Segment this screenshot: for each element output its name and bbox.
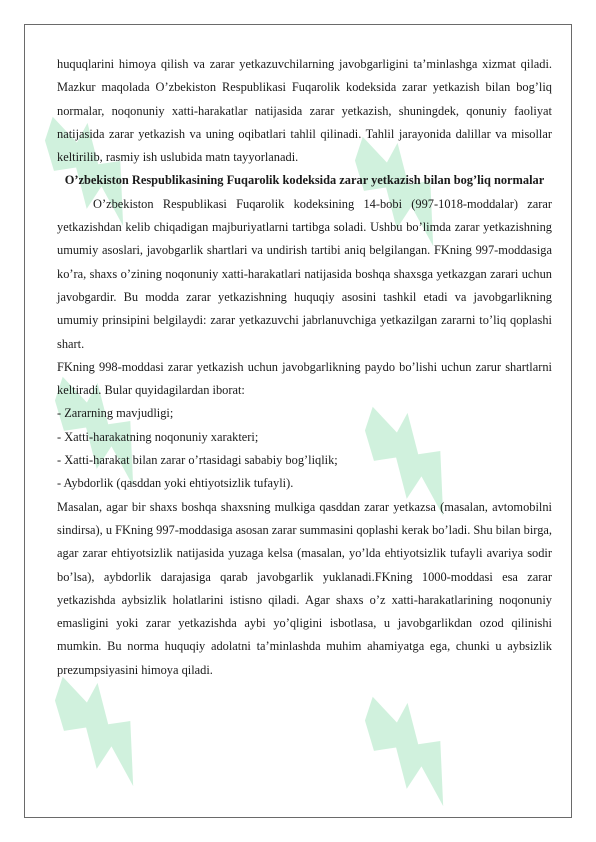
body-paragraph: Masalan, agar bir shaxs boshqa shaxsning mulkiga qasddan zarar yetkazsa (masalan, avtomobilni sindirsa), u FKning 997-moddasiga asosan zarar summasini qoplashi kerak bo’ladi. Shu bilan birga, agar zarar ehtiyotsizlik natijasida yuzaga kelsa (masalan, yo’lda ehtiyotsizlik tufayli avariya sodir bo’lsa), aybdorlik darajasiga qarab javobgarlik yuklanadi.FKning 1000-moddasi esa zarar yetkazishda aybsizlik holatlarini istisno qiladi. Agar shaxs o’z xatti-harakatlarining noqonuniy emasligini yoki zarar yetkazishda aybi yo’qligini isbotlasa, u javobgarlikdan ozod qilinishi mumkin. Bu norma huquqiy adolatni ta’minlashda muhim ahamiyatga ega, chunki u aybsizlik prezumpsiyasini himoya qiladi. <box>57 499 552 677</box>
list-item: - Xatti-harakatning noqonuniy xarakteri; <box>57 429 259 444</box>
body-paragraph: O’zbekiston Respublikasi Fuqarolik kodeksining 14-bobi (997-1018-moddalar) zarar yetkazishdan kelib chiqadigan majburiyatlarni tartibga soladi. Ushbu bo’limda zarar yetkazishning umumiy asoslari, javobgarlik shartlari va undirish tartibi aniq belgilangan. FKning 997-moddasiga ko’ra, shaxs o’zining noqonuniy xatti-harakatlari natijasida boshqa shaxsga yetkazgan zarari uchun javobgardir. Bu modda zarar yetkazishning huquqiy asosini tashkil etadi va javobgarlikning umumiy prinsipini belgilaydi: zarar yetkazuvchi jabrlanuvchiga yetkazilgan zararni to’liq qoplashi shart. <box>57 196 552 351</box>
document-body <box>57 53 552 682</box>
list-item: - Aybdorlik (qasddan yoki ehtiyotsizlik tufayli). <box>57 476 294 491</box>
list-item: - Xatti-harakat bilan zarar o’rtasidagi sababiy bog’liqlik; <box>57 453 338 468</box>
body-paragraph: FKning 998-moddasi zarar yetkazish uchun javobgarlikning paydo bo’lishi uchun zarur shartlarni keltiradi. Bular quyidagilardan iborat: <box>57 359 552 398</box>
section-heading: O’zbekiston Respublikasining Fuqarolik kodeksida zarar yetkazish bilan bog’liq normalar <box>64 173 545 188</box>
intro-paragraph: huquqlarini himoya qilish va zarar yetkazuvchilarning javobgarligini ta’minlashga xizmat qiladi. Mazkur maqolada O’zbekiston Respublikasi Fuqarolik kodeksida zarar yetkazish bilan bog’liq normalar, noqonuniy xatti-harakatlar natijasida zarar yetkazish, shuningdek, qonuniy faoliyat natijasida zarar yetkazish va uning oqibatlari tahlil qilinadi. Tahlil jarayonida dalillar va misollar keltirilib, rasmiy ish uslubida matn tayyorlanadi. <box>57 57 552 165</box>
list-item: - Zararning mavjudligi; <box>57 406 174 421</box>
